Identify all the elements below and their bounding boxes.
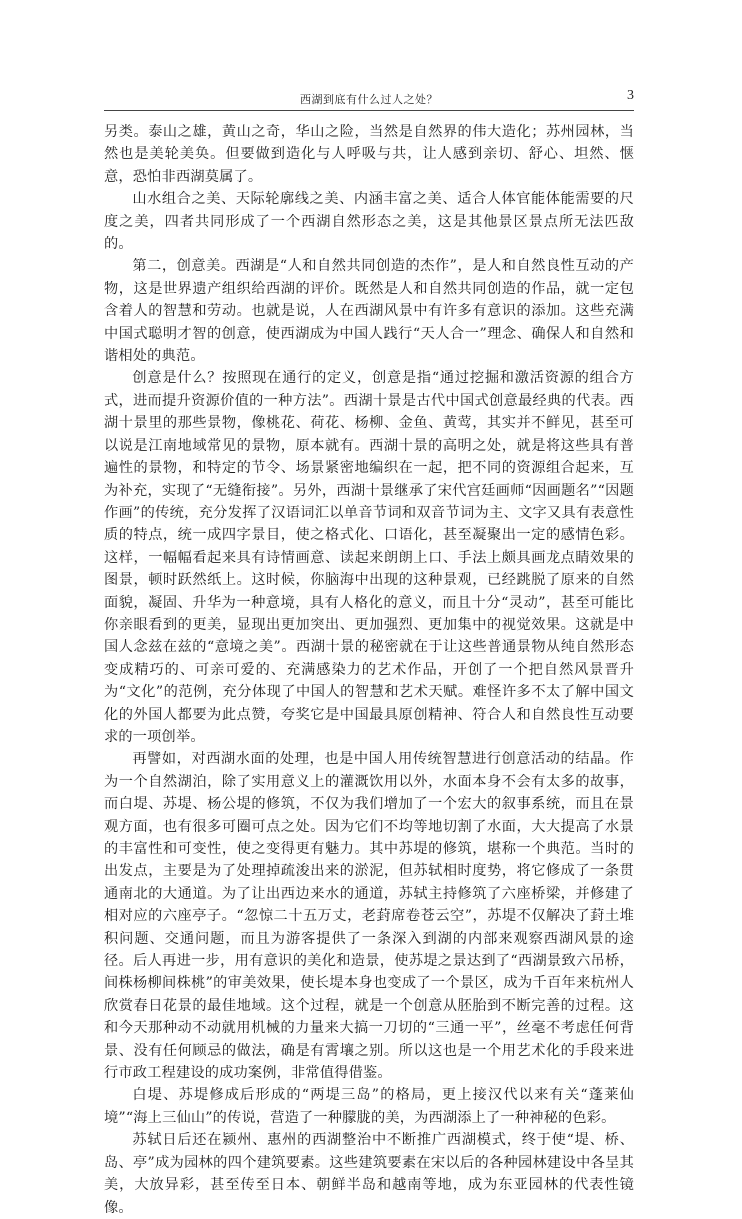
body-text — [104, 121, 634, 1219]
paragraph: 白堤、苏堤修成后形成的“两堤三岛”的格局，更上接汉代以来有关“蓬莱仙境”“海上三仙山”的传说，营造了一种朦胧的美，为西湖添上了一种神秘的色彩。 — [104, 1087, 634, 1126]
paragraph: 另类。泰山之雄，黄山之奇，华山之险，当然是自然界的伟大造化；苏州园林，当然也是美轮美奂。但要做到造化与人呼吸与共，让人感到亲切、舒心、坦然、惬意，恐怕非西湖莫属了。 — [104, 124, 634, 185]
paragraph: 再譬如，对西湖水面的处理，也是中国人用传统智慧进行创意活动的结晶。作为一个自然湖泊，除了实用意义上的灌溉饮用以外，水面本身不会有太多的故事，而白堤、苏堤、杨公堤的修筑，不仅为我们增加了一个宏大的叙事系统，而且在景观方面，也有很多可圈可点之处。因为它们不均等地切割了水面，大大提高了水景的丰富性和可变性，使之变得更有魅力。其中苏堤的修筑，堪称一个典范。当时的出发点，主要是为了处理掉疏浚出来的淤泥，但苏轼相时度势，将它修成了一条贯通南北的大通道。为了让出西边来水的通道，苏轼主持修筑了六座桥梁，并修建了相对应的六座亭子。“忽惊二十五万丈，老葑席卷苍云空”，苏堤不仅解决了葑土堆积问题、交通问题，而且为游客提供了一条深入到湖的内部来观察西湖风景的途径。后人再进一步，用有意识的美化和造景，使苏堤之景达到了“西湖景致六吊桥，间株杨柳间株桃”的审美效果，使长堤本身也变成了一个景区，成为千百年来杭州人欣赏春日花景的最佳地域。这个过程，就是一个创意从胚胎到不断完善的过程。这和今天那种动不动就用机械的力量来大搞一刀切的“三通一平”，丝毫不考虑任何背景、没有任何顾忌的做法，确是有霄壤之别。所以这也是一个用艺术化的手段来进行市政工程建设的成功案例，非常值得借鉴。 — [104, 751, 634, 1082]
paragraph: 第二，创意美。西湖是“人和自然共同创造的杰作”，是人和自然良性互动的产物，这是世界遗产组织给西湖的评价。既然是人和自然共同创造的作品，就一定包含着人的智慧和劳动。也就是说，人在西湖风景中有许多有意识的添加。这些充满中国式聪明才智的创意，使西湖成为中国人践行“天人合一”理念、确保人和自然和谐相处的典范。 — [104, 258, 634, 365]
paragraph: 苏轼日后还在颍州、惠州的西湖整治中不断推广西湖模式，终于使“堤、桥、岛、亭”成为园林的四个建筑要素。这些建筑要素在宋以后的各种园林建设中各呈其美，大放异彩，甚至传至日本、朝鲜半岛和越南等地，成为东亚园林的代表性镜像。 — [104, 1132, 634, 1216]
paragraph: 山水组合之美、天际轮廓线之美、内涵丰富之美、适合人体官能体能需要的尺度之美，四者共同形成了一个西湖自然形态之美，这是其他景区景点所无法匹敌的。 — [104, 191, 634, 253]
running-header — [104, 88, 634, 111]
paragraph: 创意是什么？按照现在通行的定义，创意是指“通过挖掘和激活资源的组合方式，进而提升资源价值的一种方法”。西湖十景是古代中国式创意最经典的代表。西湖十景里的那些景物，像桃花、荷花、杨柳、金鱼、黄莺，其实并不鲜见，甚至可以说是江南地域常见的景物，原本就有。西湖十景的高明之处，就是将这些具有普遍性的景物，和特定的节令、场景紧密地编织在一起，把不同的资源组合起来，互为补充，实现了“无缝衔接”。另外，西湖十景继承了宋代宫廷画师“因画题名”“因题作画”的传统，充分发挥了汉语词汇以单音节词和双音节词为主、文字又具有表意性质的特点，统一成四字景目，使之格式化、口语化，甚至凝聚出一定的感情色彩。这样，一幅幅看起来具有诗情画意、读起来朗朗上口、手法上颇具画龙点睛效果的图景，顿时跃然纸上。这时候，你脑海中出现的这种景观，已经跳脱了原来的自然面貌，凝固、升华为一种意境，具有人格化的意义，而且十分“灵动”，甚至可能比你亲眼看到的更美，显现出更加突出、更加强烈、更加集中的视觉效果。这就是中国人念兹在兹的“意境之美”。西湖十景的秘密就在于让这些普通景物从纯自然形态变成精巧的、可亲可爱的、充满感染力的艺术作品，开创了一个把自然风景晋升为“文化”的范例，充分体现了中国人的智慧和艺术天赋。难怪许多不太了解中国文化的外国人都要为此点赞，夸奖它是中国最具原创精神、符合人和自然良性互动要求的一项创举。 — [104, 370, 634, 745]
running-header-title: 西湖到底有什么过人之处？ — [300, 93, 438, 106]
page-number: 3 — [627, 88, 634, 103]
